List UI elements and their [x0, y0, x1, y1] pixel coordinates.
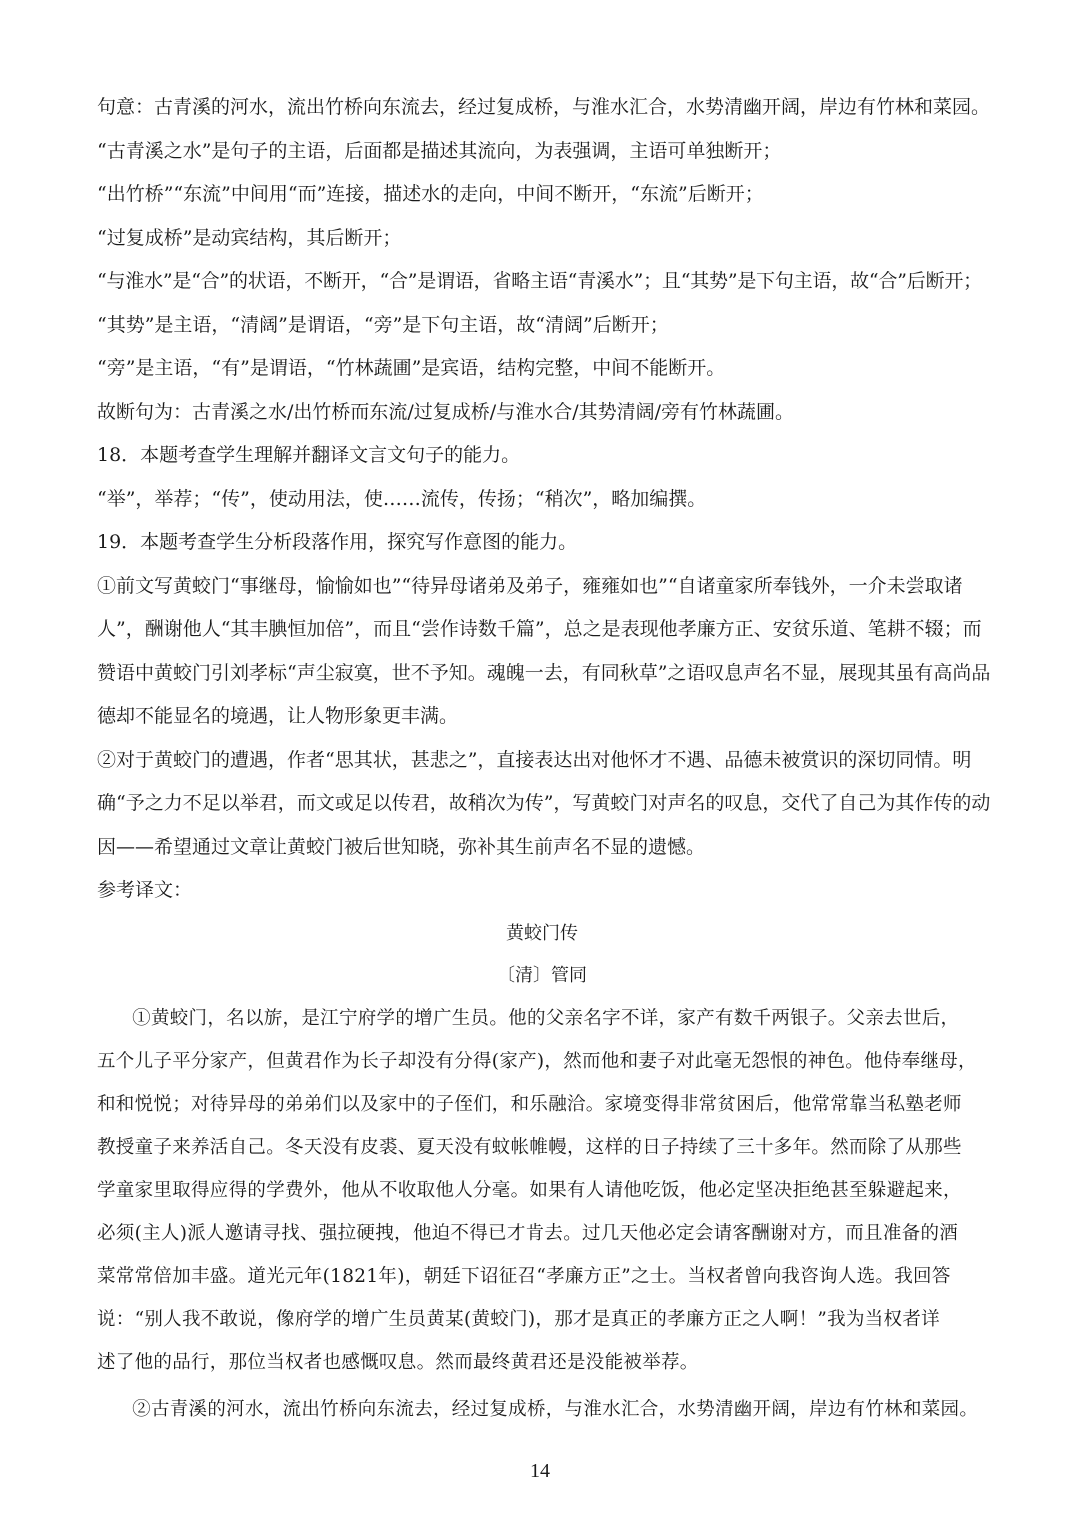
translation-title: 黄蛟门传 — [506, 922, 578, 944]
analysis-section — [97, 86, 991, 913]
question-19-answer-line: 赞语中黄蛟门引刘孝标“声尘寂寞，世不予知。魂魄一去，有同秋草”之语叹息声名不显，展现其虽有高尚品 — [97, 661, 991, 684]
analysis-line-conclusion: 故断句为：古青溪之水/出竹桥而东流/过复成桥/与淮水合/其势清阔/旁有竹林蔬圃。 — [97, 400, 795, 423]
analysis-line: “其势”是主语，“清阔”是谓语，“旁”是下句主语，故“清阔”后断开； — [97, 313, 669, 336]
translation-section — [97, 913, 987, 1431]
question-19-answer-line: 确“予之力不足以举君，而文或足以传君，故稍次为传”，写黄蛟门对声名的叹息，交代了自己为其作传的动 — [97, 792, 991, 814]
question-19-answer-line: ②对于黄蛟门的遭遇，作者“思其状，甚悲之”，直接表达出对他怀才不遇、品德未被赏识的深切同情。明 — [97, 748, 972, 771]
translation-last-paragraph: ②古青溪的河水，流出竹桥向东流去，经过复成桥，与淮水汇合，水势清幽开阔，岸边有竹林和菜园。 — [132, 1398, 979, 1420]
analysis-line: “古青溪之水”是句子的主语，后面都是描述其流向，为表强调，主语可单独断开； — [97, 139, 782, 162]
translation-line: 必须(主人)派人邀请寻找、强拉硬拽，他迫不得已才肯去。过几天他必定会请客酬谢对方，而且准备的酒 — [97, 1222, 959, 1244]
page-content — [97, 86, 991, 1431]
translation-line: 说：“别人我不敢说，像府学的增广生员黄某(黄蛟门)，那才是真正的孝廉方正之人啊！”我为当权者详 — [97, 1308, 940, 1330]
analysis-line: “过复成桥”是动宾结构，其后断开； — [97, 226, 402, 249]
translation-line: 述了他的品行，那位当权者也感慨叹息。然而最终黄君还是没能被举荐。 — [97, 1351, 699, 1373]
question-19-answer-line: 德却不能显名的境遇，让人物形象更丰满。 — [97, 705, 459, 727]
translation-line: 教授童子来养活自己。冬天没有皮裘、夏天没有蚊帐帷幔，这样的日子持续了三十多年。然而除了从那些 — [97, 1136, 962, 1158]
question-19-answer-line: 因——希望通过文章让黄蛟门被后世知晓，弥补其生前声名不显的遗憾。 — [97, 835, 706, 858]
analysis-line: “出竹桥”“东流”中间用“而”连接，描述水的走向，中间不断开，“东流”后断开； — [97, 183, 764, 205]
question-19-answer-line: ①前文写黄蛟门“事继母，愉愉如也”“待异母诸弟及弟子，雍雍如也”“自诸童家所奉钱外，一介未尝取诸 — [97, 574, 963, 597]
analysis-line: “旁”是主语，“有”是谓语，“竹林蔬圃”是宾语，结构完整，中间不能断开。 — [97, 357, 726, 379]
translation-line: ①黄蛟门，名以旂，是江宁府学的增广生员。他的父亲名字不详，家产有数千两银子。父亲去世后， — [132, 1007, 960, 1029]
analysis-line-sentence-meaning: 句意：古青溪的河水，流出竹桥向东流去，经过复成桥，与淮水汇合，水势清幽开阔，岸边有竹林和菜园。 — [97, 96, 991, 118]
reference-translation-label: 参考译文： — [97, 879, 193, 901]
translation-author: 〔清〕管同 — [497, 964, 587, 986]
question-19-heading: 19．本题考查学生分析段落作用，探究写作意图的能力。 — [97, 531, 578, 553]
question-18-heading: 18．本题考查学生理解并翻译文言文句子的能力。 — [97, 444, 521, 466]
translation-line: 菜常常倍加丰盛。道光元年(1821年)，朝廷下诏征召“孝廉方正”之士。当权者曾向我咨询人选。我回答 — [97, 1265, 951, 1287]
translation-line: 五个儿子平分家产，但黄君作为长子却没有分得(家产)，然而他和妻子对此毫无怨恨的神色。他侍奉继母， — [97, 1050, 977, 1072]
translation-line: 学童家里取得应得的学费外，他从不收取他人分毫。如果有人请他吃饭，他必定坚决拒绝甚至躲避起来， — [97, 1179, 962, 1201]
page-number: 14 — [530, 1460, 550, 1482]
translation-line: 和和悦悦；对待异母的弟弟们以及家中的子侄们，和乐融洽。家境变得非常贫困后，他常常靠当私塾老师 — [97, 1093, 962, 1115]
analysis-line: “与淮水”是“合”的状语，不断开，“合”是谓语，省略主语“青溪水”；且“其势”是下句主语，故“合”后断开； — [97, 270, 982, 292]
question-18-answer: “举”，举荐；“传”，使动用法，使……流传，传扬；“稍次”，略加编撰。 — [97, 487, 707, 510]
question-19-answer-line: 人”，酬谢他人“其丰腆恒加倍”，而且“尝作诗数千篇”，总之是表现他孝廉方正、安贫乐道、笔耕不辍；而 — [97, 618, 982, 640]
